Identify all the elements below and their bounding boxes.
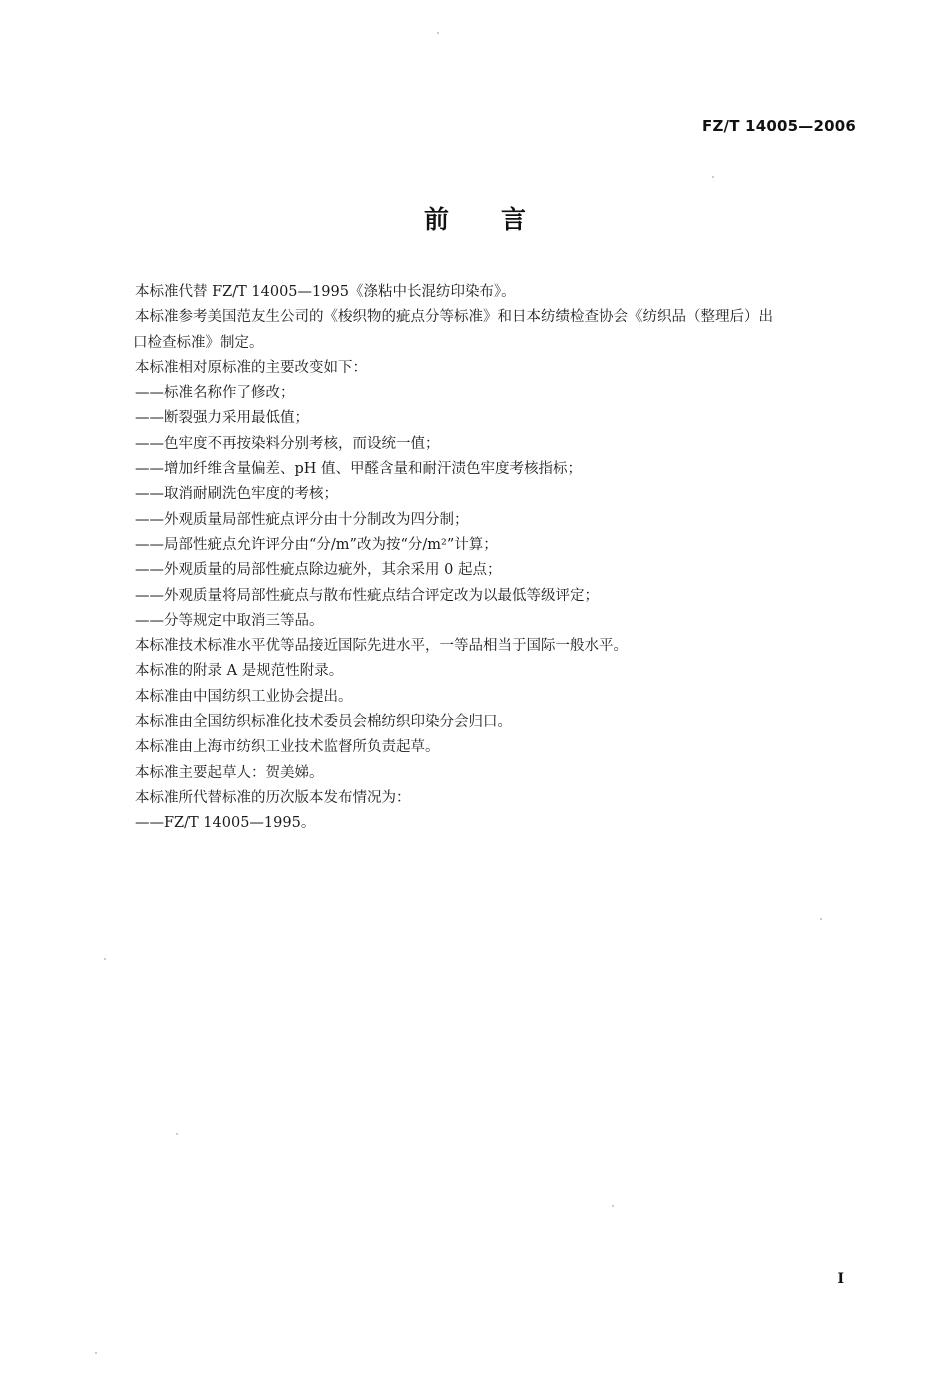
page-title: 前言 [423, 205, 578, 234]
scan-speck [104, 958, 106, 960]
paragraph-appendix: 本标准的附录 A 是规范性附录。 [135, 663, 344, 680]
paragraph-proposed-by: 本标准由中国纺织工业协会提出。 [135, 688, 353, 705]
change-item: ——分等规定中取消三等品。 [135, 612, 324, 629]
paragraph-references-continued: 口检查标准》制定。 [133, 334, 264, 351]
change-item: ——外观质量局部性疵点评分由十分制改为四分制； [135, 511, 469, 528]
foreword-body [135, 280, 855, 837]
paragraph-references: 本标准参考美国范友生公司的《梭织物的疵点分等标准》和日本纺绩检查协会《纺织品（整理后）出 [135, 309, 773, 326]
standard-number: FZ/T 14005—2006 [702, 117, 856, 135]
change-item: ——标准名称作了修改； [135, 385, 295, 402]
change-item: ——局部性疵点允许评分由“分/m”改为按“分/m²”计算； [135, 536, 498, 553]
previous-version-item: ——FZ/T 14005—1995。 [135, 815, 316, 832]
paragraph-main-drafter: 本标准主要起草人：贺美娣。 [135, 764, 324, 781]
scan-speck [95, 1352, 97, 1354]
change-item: ——外观质量的局部性疵点除边疵外，其余采用 0 起点； [135, 562, 502, 579]
change-item: ——增加纤维含量偏差、pH 值、甲醛含量和耐汗渍色牢度考核指标； [135, 461, 583, 478]
scan-speck [712, 176, 714, 178]
scan-speck [176, 1133, 178, 1135]
change-item: ——取消耐刷洗色牢度的考核； [135, 486, 338, 503]
scan-speck [612, 1205, 614, 1207]
paragraph-replaces-standard: 本标准代替 FZ/T 14005—1995《涤粘中长混纺印染布》。 [135, 284, 516, 300]
paragraph-drafted-by: 本标准由上海市纺织工业技术监督所负责起草。 [135, 739, 440, 756]
scan-speck [820, 918, 822, 920]
scan-speck [437, 32, 439, 34]
change-item: ——断裂强力采用最低值； [135, 410, 309, 427]
change-item: ——色牢度不再按染料分别考核，而设统一值； [135, 435, 440, 452]
page-number: I [837, 1271, 844, 1287]
paragraph-technical-level: 本标准技术标准水平优等品接近国际先进水平，一等品相当于国际一般水平。 [135, 638, 628, 655]
paragraph-previous-versions: 本标准所代替标准的历次版本发布情况为： [135, 789, 411, 806]
paragraph-main-changes-intro: 本标准相对原标准的主要改变如下： [135, 359, 367, 376]
paragraph-under-jurisdiction: 本标准由全国纺织标准化技术委员会棉纺织印染分会归口。 [135, 714, 512, 731]
change-item: ——外观质量将局部性疵点与散布性疵点结合评定改为以最低等级评定； [135, 587, 599, 604]
